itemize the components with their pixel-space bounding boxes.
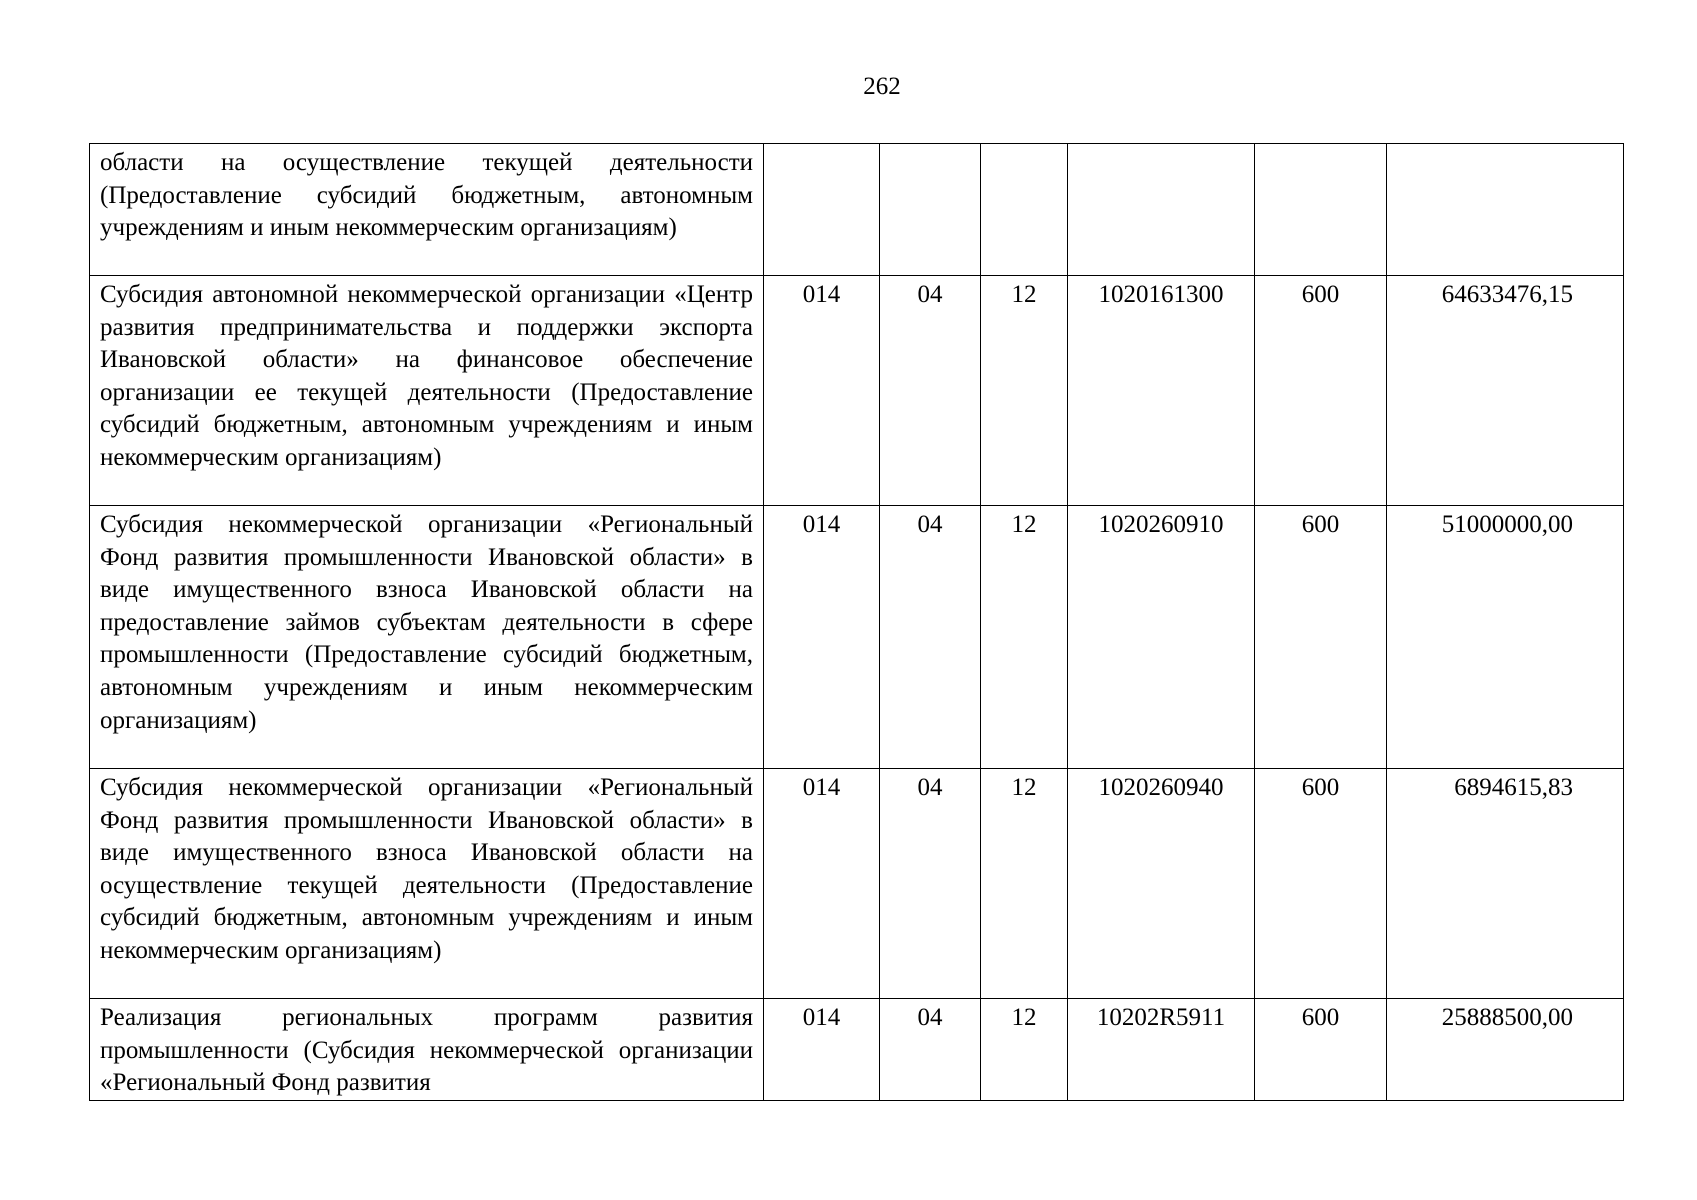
expense-type-cell: 600 — [1255, 999, 1387, 1101]
subsection-code-cell: 12 — [981, 506, 1068, 769]
budget-table — [89, 143, 1624, 1101]
amount-cell: 64633476,15 — [1387, 276, 1624, 506]
section-code-cell: 04 — [880, 276, 981, 506]
target-article-cell: 1020260940 — [1068, 769, 1255, 999]
section-code-cell: 04 — [880, 999, 981, 1101]
description-text: области на осуществление текущей деятельности (Предоставление субсидий бюджетным, автономным учреждениям и иным некоммерческим организациям) — [100, 149, 753, 242]
section-code-cell: 04 — [880, 769, 981, 999]
expense-type-cell: 600 — [1255, 506, 1387, 769]
description-cell — [90, 506, 764, 769]
description-cell — [90, 276, 764, 506]
description-cell — [90, 769, 764, 999]
amount-cell: 51000000,00 — [1387, 506, 1624, 769]
table-row — [90, 999, 1624, 1101]
description-cell — [90, 999, 764, 1101]
ministry-code-cell: 014 — [764, 999, 880, 1101]
ministry-code-cell: 014 — [764, 506, 880, 769]
expense-type-cell: 600 — [1255, 276, 1387, 506]
amount-cell — [1387, 144, 1624, 276]
page-number: 262 — [863, 73, 901, 100]
target-article-cell: 10202R5911 — [1068, 999, 1255, 1101]
table-row — [90, 769, 1624, 999]
ministry-code-cell — [764, 144, 880, 276]
description-text: Реализация региональных программ развития промышленности (Субсидия некоммерческой организации «Региональный Фонд развития — [100, 1004, 753, 1097]
expense-type-cell — [1255, 144, 1387, 276]
description-text: Субсидия автономной некоммерческой организации «Центр развития предпринимательства и поддержки экспорта Ивановской области» на финансовое обеспечение организации ее текущей деятельности (Предоставление субсидий бюджетным, автономным учреждениям и иным некоммерческим организациям) — [100, 281, 753, 471]
subsection-code-cell: 12 — [981, 999, 1068, 1101]
target-article-cell — [1068, 144, 1255, 276]
description-text: Субсидия некоммерческой организации «Региональный Фонд развития промышленности Ивановской области» в виде имущественного взноса Ивановской области на осуществление текущей деятельности (Предоставление субсидий бюджетным, автономным учреждениям и иным некоммерческим организациям) — [100, 774, 753, 964]
amount-cell: 6894615,83 — [1387, 769, 1624, 999]
section-code-cell: 04 — [880, 506, 981, 769]
subsection-code-cell: 12 — [981, 276, 1068, 506]
ministry-code-cell: 014 — [764, 769, 880, 999]
target-article-cell: 1020260910 — [1068, 506, 1255, 769]
table-row — [90, 144, 1624, 276]
description-text: Субсидия некоммерческой организации «Региональный Фонд развития промышленности Ивановской области» в виде имущественного взноса Ивановской области на предоставление займов субъектам деятельности в сфере промышленности (Предоставление субсидий бюджетным, автономным учреждениям и иным некоммерческим организациям) — [100, 511, 753, 734]
section-code-cell — [880, 144, 981, 276]
target-article-cell: 1020161300 — [1068, 276, 1255, 506]
table-row — [90, 276, 1624, 506]
subsection-code-cell: 12 — [981, 769, 1068, 999]
description-cell — [90, 144, 764, 276]
table-row — [90, 506, 1624, 769]
ministry-code-cell: 014 — [764, 276, 880, 506]
subsection-code-cell — [981, 144, 1068, 276]
expense-type-cell: 600 — [1255, 769, 1387, 999]
amount-cell: 25888500,00 — [1387, 999, 1624, 1101]
